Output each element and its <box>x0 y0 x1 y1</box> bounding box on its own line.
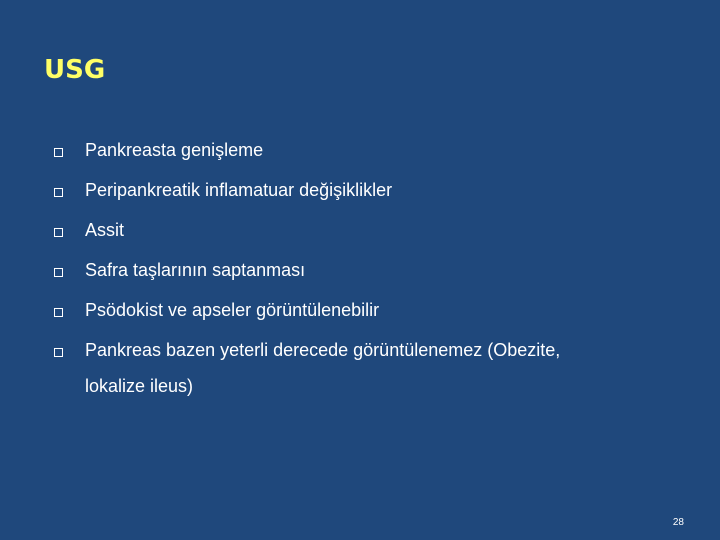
bullet-item <box>54 258 664 282</box>
bullet-item <box>54 218 664 242</box>
square-bullet-icon <box>54 308 63 317</box>
bullet-item <box>54 338 664 404</box>
bullet-item <box>54 298 664 322</box>
bullet-text: Peripankreatik inflamatuar değişiklikler <box>85 180 393 200</box>
bullet-text: Pankreasta genişleme <box>85 140 264 160</box>
bullet-item <box>54 138 664 162</box>
bullet-text: Assit <box>85 220 125 240</box>
bullet-text: Pankreas bazen yeterli derecede görüntülenemez (Obezite, lokalize ileus) <box>85 340 561 396</box>
square-bullet-icon <box>54 188 63 197</box>
bullet-list <box>54 138 664 420</box>
page-number: 28 <box>672 517 684 528</box>
square-bullet-icon <box>54 268 63 277</box>
bullet-item <box>54 178 664 202</box>
bullet-text: Safra taşlarının saptanması <box>85 260 306 280</box>
square-bullet-icon <box>54 148 63 157</box>
bullet-text: Psödokist ve apseler görüntülenebilir <box>85 300 380 320</box>
square-bullet-icon <box>54 348 63 357</box>
slide-title: USG <box>44 55 106 85</box>
square-bullet-icon <box>54 228 63 237</box>
